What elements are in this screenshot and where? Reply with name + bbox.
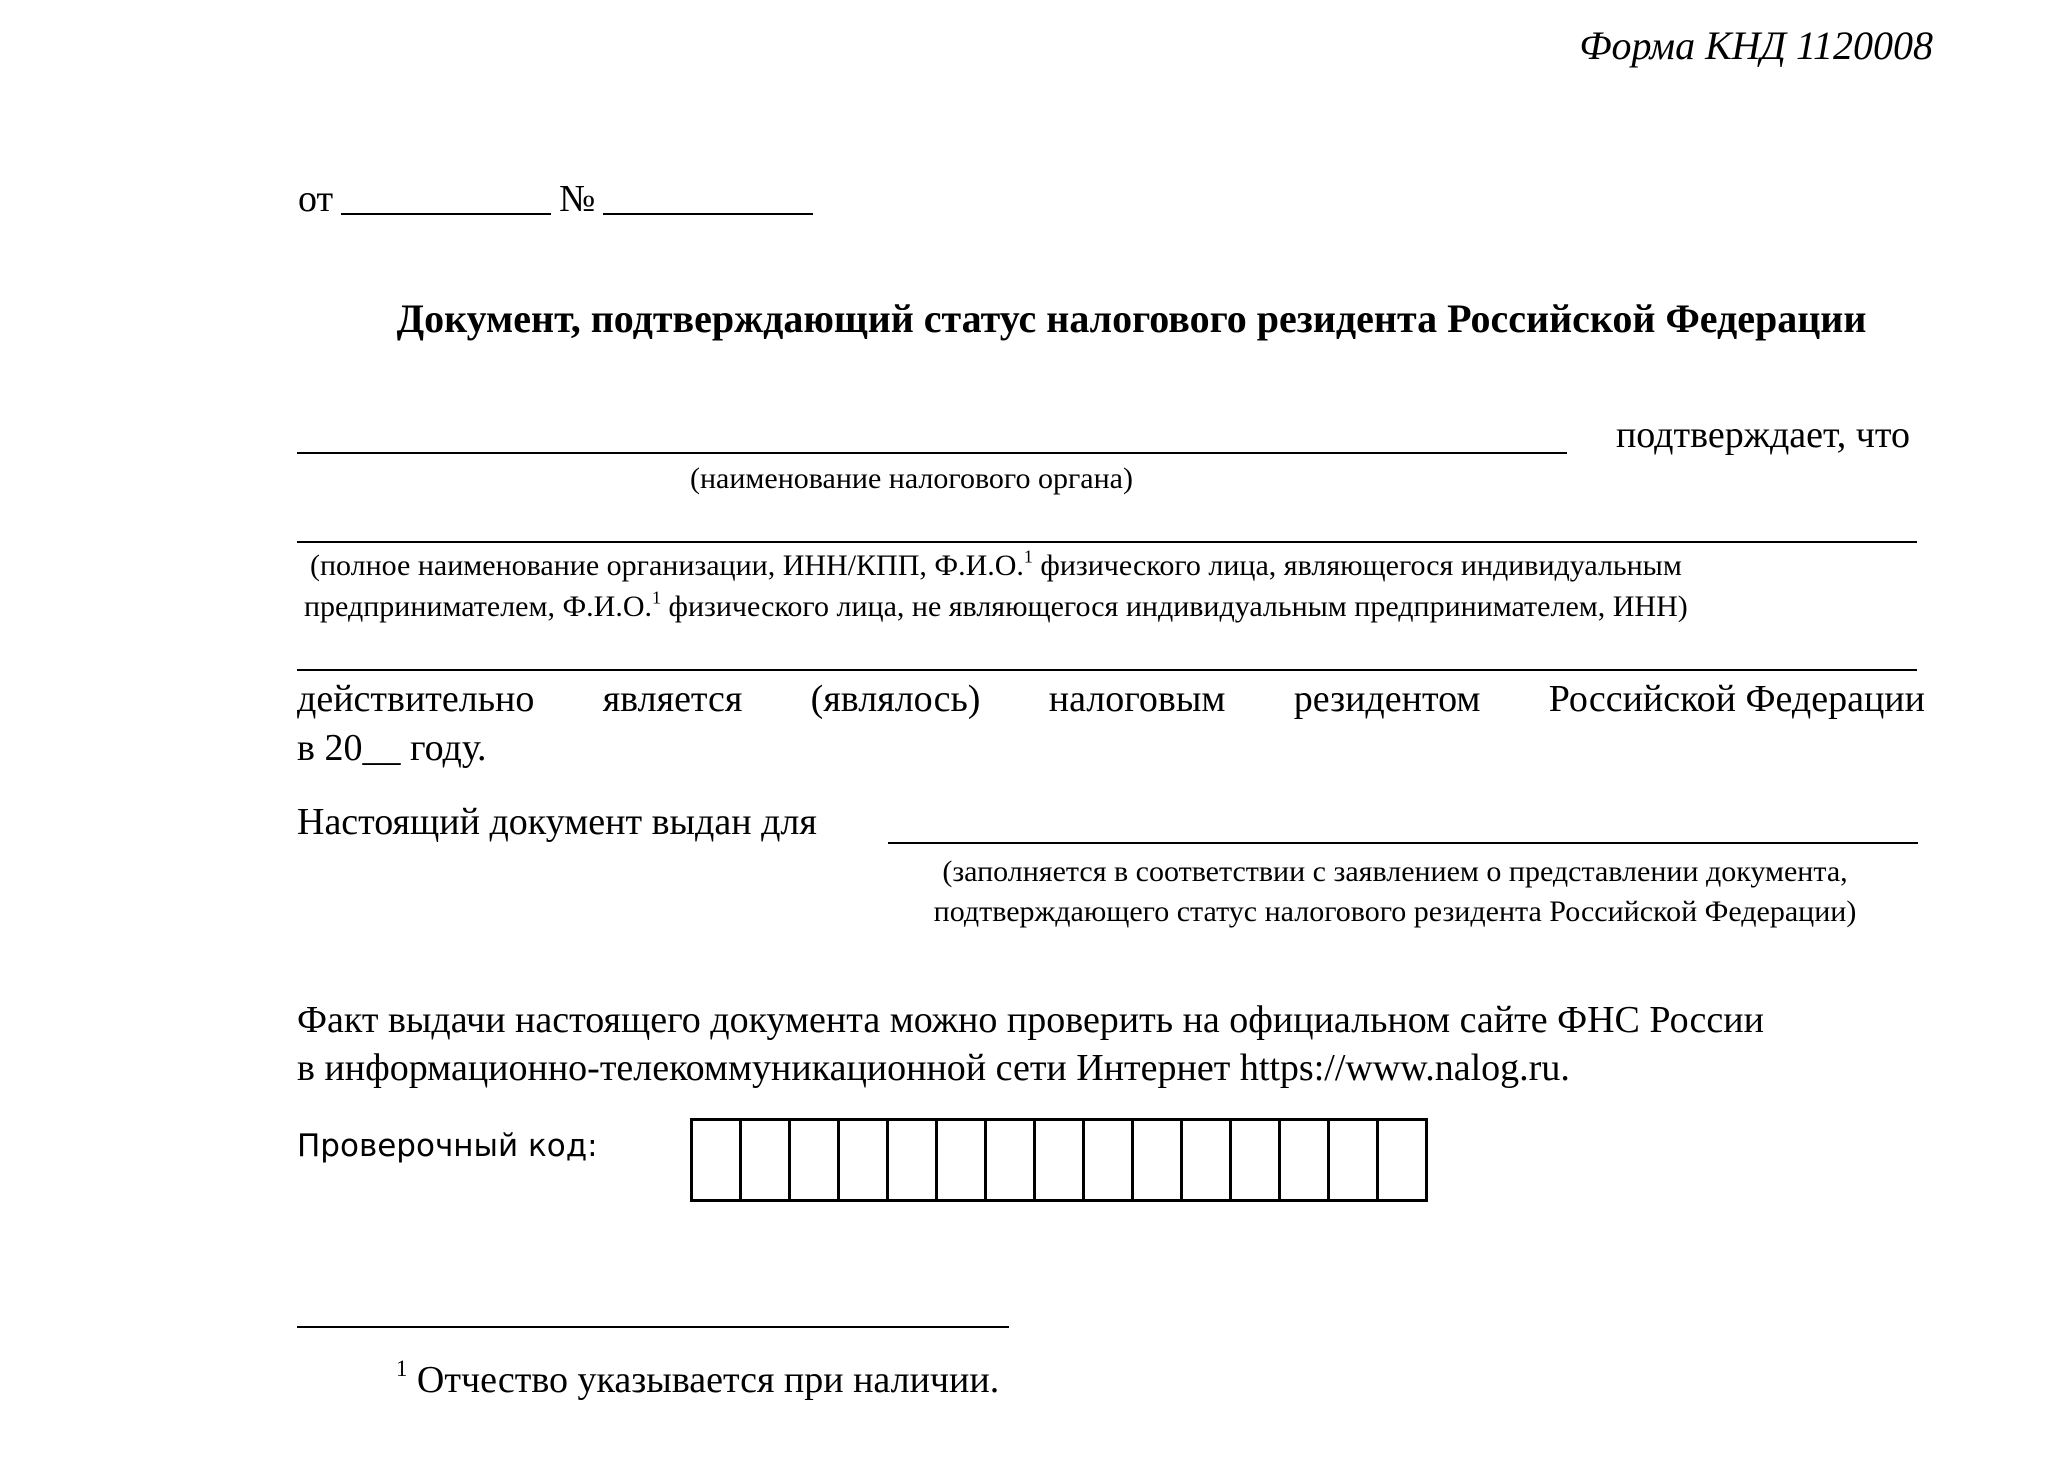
document-title: Документ, подтверждающий статус налогового резидента Российской Федерации: [396, 296, 1867, 341]
verification-code-cell[interactable]: [987, 1121, 1036, 1199]
resident-word: резидентом: [1293, 678, 1481, 720]
taxpayer-field[interactable]: [297, 541, 1917, 543]
tax-authority-field[interactable]: [297, 452, 1567, 454]
issued-for-label: Настоящий документ выдан для: [297, 801, 817, 843]
verification-code-cell[interactable]: [742, 1121, 791, 1199]
date-number-row: [298, 177, 821, 221]
issued-for-caption: (заполняется в соответствии с заявлением о представлении документа, подтверждающего статус налогового резидента Российской Федерации): [933, 855, 1857, 928]
footnote-mark: 1: [396, 1356, 408, 1382]
verification-code-cell[interactable]: [1281, 1121, 1330, 1199]
verification-code-cell[interactable]: [1036, 1121, 1085, 1199]
resident-year: в 20__ году.: [297, 727, 487, 769]
verification-code-label: Проверочный код:: [297, 1128, 598, 1164]
footnote: $^1$ Отчество указывается при наличии.: [396, 1356, 1000, 1401]
verification-code-cell[interactable]: [938, 1121, 987, 1199]
tax-authority-caption: (наименование налогового органа): [690, 462, 1133, 495]
issued-for-field[interactable]: [888, 842, 1918, 844]
verification-code-cell[interactable]: [889, 1121, 938, 1199]
confirms-text: подтверждает, что: [1615, 414, 1910, 456]
resident-word: (являлось): [810, 678, 981, 720]
verification-code-cell[interactable]: [1183, 1121, 1232, 1199]
verification-code-cell[interactable]: [693, 1121, 742, 1199]
date-field[interactable]: [341, 177, 551, 215]
form-code: Форма КНД 1120008: [1579, 23, 1933, 68]
verification-code-cell[interactable]: [1232, 1121, 1281, 1199]
verification-code-boxes[interactable]: [690, 1118, 1428, 1202]
verification-code-cell[interactable]: [1379, 1121, 1428, 1199]
taxpayer-field-extra[interactable]: [297, 669, 1917, 671]
verification-code-cell[interactable]: [791, 1121, 840, 1199]
resident-word: действительно: [297, 678, 535, 720]
number-field[interactable]: [603, 177, 813, 215]
footnote-separator: [297, 1326, 1009, 1328]
verification-code-cell[interactable]: [1330, 1121, 1379, 1199]
verification-code-cell[interactable]: [840, 1121, 889, 1199]
resident-statement: [297, 677, 1925, 721]
date-label: от: [298, 178, 334, 220]
resident-word: налоговым: [1048, 678, 1226, 720]
verification-code-cell[interactable]: [1085, 1121, 1134, 1199]
number-label: №: [559, 178, 596, 220]
verification-text-line2: в информационно-телекоммуникационной сети Интернет https://www.nalog.ru.: [297, 1047, 1570, 1089]
resident-word: Российской Федерации: [1548, 678, 1925, 720]
verification-code-cell[interactable]: [1134, 1121, 1183, 1199]
footnote-mark: 1: [652, 587, 662, 608]
resident-word: является: [602, 678, 743, 720]
verification-text-line1: Факт выдачи настоящего документа можно проверить на официальном сайте ФНС России: [297, 999, 1764, 1041]
taxpayer-caption-line1: (полное наименование организации, ИНН/КПП, Ф.И.О.$^1$ физического лица, являющегося индивидуальным: [310, 546, 1682, 582]
taxpayer-caption-line2: предпринимателем, Ф.И.О.$^1$ физического лица, не являющегося индивидуальным предпринимателем, ИНН): [304, 587, 1688, 623]
footnote-mark: 1: [1023, 546, 1033, 567]
